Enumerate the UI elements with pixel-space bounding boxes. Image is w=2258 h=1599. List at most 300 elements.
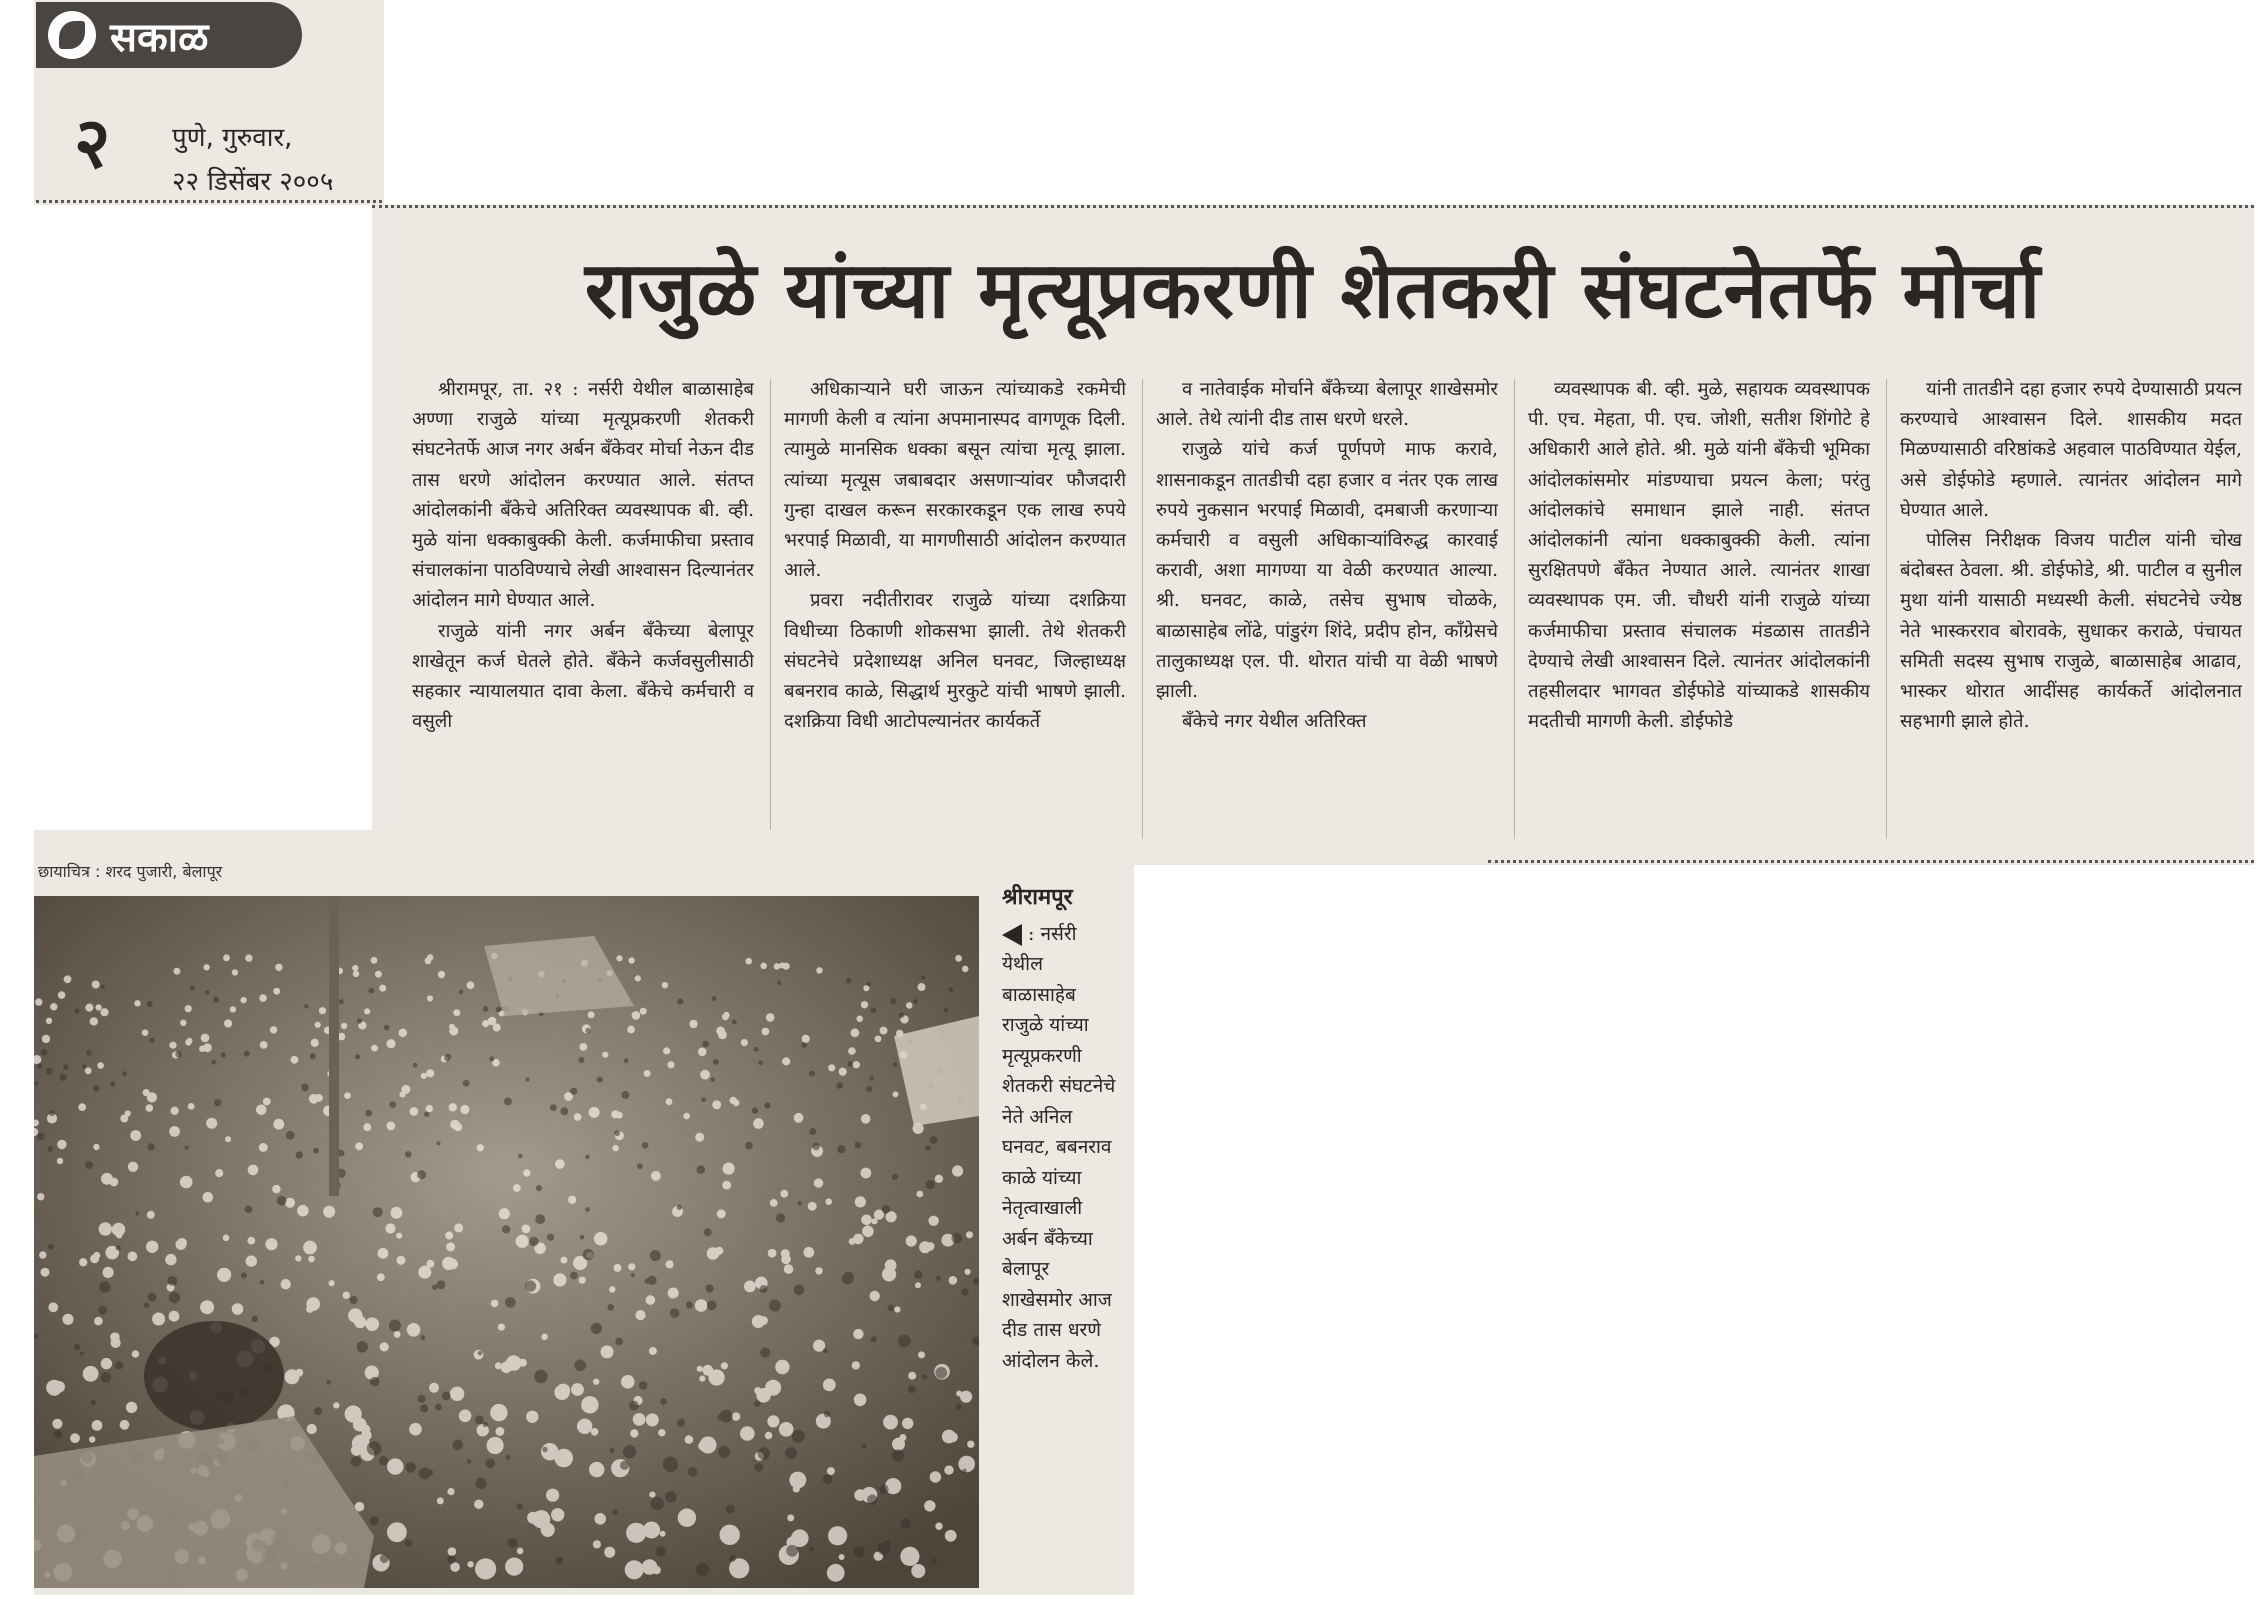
crowd-shadow [367,1441,382,1456]
crowd-figure [926,1242,935,1251]
crowd-figure [387,1522,407,1542]
crowd-figure [323,1206,335,1218]
crowd-figure [385,1223,395,1233]
crowd-shadow [442,1392,451,1401]
crowd-figure [170,1107,178,1115]
crowd-shadow [702,1041,709,1048]
column-divider [1886,379,1887,839]
crowd-figure [880,1027,888,1035]
crowd-shadow [211,1060,216,1065]
crowd-figure [407,1323,421,1337]
crowd-shadow [49,1110,55,1116]
crowd-shadow [758,1447,771,1460]
crowd-shadow [809,1128,816,1135]
crowd-figure [707,1247,720,1260]
crowd-figure [386,1039,395,1048]
crowd-shadow [890,998,896,1004]
crowd-shadow [949,987,954,992]
crowd-figure [516,1235,529,1248]
paragraph: व्यवस्थापक बी. व्ही. मुळे, सहायक व्यवस्थापक पी. एच. मेहता, पी. एच. जोशी, सतीश शिंगोटे हे अधिकारी आले होते. श्री. मुळे यांनी बॅंकेची भूमिका आंदोलकांसमोर मांडण्याचा प्रयत्न केला; परंतु आंदोलकांचे समाधान झाले नाही. संतप्त आंदोलकांनी त्यांना धक्काबुक्की केली. त्यांना सुरक्षितपणे बॅंकेत नेण्यात आले. त्यानंतर शाखा व्यवस्थापक एम. जी. चौधरी यांनी राजुळे यांच्या कर्जमाफीचा प्रस्ताव संचालक मंडळास तातडीने देण्याचे लेखी आश्वासन दिले. त्यानंतर आंदोलकांनी तहसीलदार भागवत डोईफोडे यांच्याकडे शासकीय मदतीची मागणी केली. डोईफोडे [1528,379,1870,733]
crowd-shadow [277,1196,287,1206]
crowd-shadow [101,985,105,989]
crowd-shadow [882,1205,890,1213]
crowd-figure [560,1257,567,1264]
newspaper-logo [36,2,302,68]
crowd-figure [459,1410,472,1423]
crowd-shadow [508,1538,518,1548]
crowd-shadow [704,1228,712,1236]
crowd-shadow [148,1293,157,1302]
crowd-figure [259,994,267,1002]
crowd-figure [100,1008,108,1016]
crowd-figure [418,1266,431,1279]
crowd-shadow [930,1136,938,1144]
crowd-shadow [951,1233,962,1244]
crowd-shadow [935,1367,947,1379]
paragraph: राजुळे यांनी नगर अर्बन बॅंकेच्या बेलापूर शाखेतून कर्ज घेतले होते. बॅंकेने कर्जवसुलीसाठी सहकार न्यायालयात दावा केला. बॅंकेचे कर्मचारी व वसुली [412,620,754,733]
crowd-figure [802,1035,810,1043]
crowd-figure [666,1098,673,1105]
crowd-figure [57,1140,66,1149]
crowd-figure [453,1009,460,1016]
page-number: २ [74,102,111,184]
crowd-figure [646,1413,659,1426]
crowd-figure [660,1531,666,1537]
crowd-shadow [536,1185,542,1191]
crowd-figure [173,968,180,975]
crowd-shadow [913,999,918,1004]
crowd-shadow [792,1430,805,1443]
crowd-figure [613,1145,619,1151]
crowd-shadow [754,1047,759,1052]
crowd-figure [169,1311,180,1322]
crowd-figure [663,1047,670,1054]
crowd-figure [487,1437,504,1454]
crowd-figure [348,1308,362,1322]
crowd-figure [616,955,622,961]
crowd-figure [767,1415,779,1427]
crowd-shadow [147,1143,154,1150]
crowd-figure [945,1530,957,1542]
crowd-shadow [847,1061,853,1067]
crowd-shadow [370,1377,380,1387]
crowd-figure [499,1208,510,1219]
crowd-shadow [745,1142,753,1150]
crowd-shadow [502,1225,510,1233]
crowd-shadow [98,1306,107,1315]
crowd-figure [89,1436,95,1442]
crowd-shadow [85,1161,93,1169]
crowd-figure [765,1380,781,1396]
crowd-figure [37,1193,44,1200]
crowd-shadow [432,1285,437,1290]
crowd-shadow [629,1401,639,1411]
crowd-figure [95,1004,101,1010]
crowd-shadow [899,1012,905,1018]
crowd-shadow [798,1201,802,1205]
crowd-figure [92,1420,103,1431]
crowd-figure [454,1223,463,1232]
crowd-shadow [637,1163,643,1169]
crowd-shadow [314,1407,322,1415]
crowd-figure [62,1314,73,1325]
crowd-figure [640,1008,647,1015]
crowd-shadow [866,982,871,987]
crowd-figure [784,1264,794,1274]
crowd-shadow [786,1545,798,1557]
crowd-figure [57,1158,63,1164]
crowd-figure [215,1169,223,1177]
crowd-shadow [711,1077,715,1081]
crowd-shadow [339,999,344,1004]
crowd-shadow [435,1404,442,1411]
crowd-shadow [785,1447,797,1459]
crowd-figure [762,1028,770,1036]
crowd-shadow [697,1165,706,1174]
crowd-shadow [837,1145,845,1153]
crowd-figure [966,1231,973,1238]
crowd-figure [315,1094,323,1102]
photo-credit: छायाचित्र : शरद पुजारी, बेलापूर [38,862,223,881]
article-top-rule [372,205,2254,208]
crowd-shadow [612,1510,618,1516]
crowd-shadow [639,1381,648,1390]
crowd-figure [363,1123,371,1131]
crowd-figure [285,1198,295,1208]
crowd-shadow [175,1051,181,1057]
crowd-figure [579,1043,587,1051]
crowd-figure [685,1435,694,1444]
crowd-figure [126,1402,137,1413]
paragraph: व नातेवाईक मोर्चाने बॅंकेच्या बेलापूर शाखेसमोर आले. तेथे त्यांनी दीड तास धरणे धरले. [1156,379,1498,431]
crowd-figure [48,1302,58,1312]
crowd-figure [450,1387,464,1401]
crowd-figure [54,1381,65,1392]
crowd-figure [78,1103,86,1111]
crowd-figure [526,1411,538,1423]
crowd-shadow [405,1462,416,1473]
crowd-shadow [620,1461,629,1470]
crowd-shadow [37,1133,45,1141]
crowd-shadow [712,996,717,1001]
crowd-shadow [764,1102,770,1108]
sakal-emblem-icon [48,11,96,59]
crowd-figure [217,1268,231,1282]
crowd-figure [883,1415,898,1430]
crowd-shadow [837,1082,844,1089]
crowd-shadow [369,988,375,994]
crowd-figure [546,1489,559,1502]
crowd-figure [176,1239,187,1250]
crowd-shadow [437,1141,441,1145]
crowd-shadow [574,1360,586,1372]
crowd-shadow [476,1478,487,1489]
crowd-figure [270,1026,277,1033]
crowd-figure [698,1048,707,1057]
crowd-shadow [245,1205,253,1213]
crowd-shadow [898,1335,911,1348]
crowd-figure [474,1500,483,1509]
crowd-figure [625,1560,644,1579]
crowd-figure [426,1105,433,1112]
crowd-shadow [823,1348,828,1353]
crowd-shadow [213,997,219,1003]
crowd-figure [782,1057,790,1065]
crowd-shadow [467,1459,472,1464]
crowd-figure [741,1039,748,1046]
crowd-figure [201,1034,210,1043]
crowd-shadow [809,1071,815,1077]
crowd-shadow [310,1053,316,1059]
crowd-shadow [707,1300,717,1310]
crowd-figure [918,1351,925,1358]
crowd-figure [120,1115,128,1123]
crowd-shadow [475,1415,484,1424]
crowd-figure [574,1113,582,1121]
crowd-figure [588,1011,595,1018]
crowd-figure [364,1008,370,1014]
crowd-figure [702,1365,713,1376]
article-bottom-rule [1488,860,2254,863]
crowd-shadow [956,1404,962,1410]
crowd-figure [101,1358,112,1369]
crowd-figure [553,1273,566,1286]
crowd-figure [377,1273,385,1281]
crowd-figure [720,1525,740,1545]
crowd-shadow [93,1085,99,1091]
crowd-shadow [585,1207,590,1212]
crowd-figure [437,1497,444,1504]
crowd-shadow [624,1058,629,1063]
article-column-2 [784,375,1126,845]
article-column-3 [1156,375,1498,845]
paragraph: यांनी तातडीने दहा हजार रुपये देण्यासाठी प्रयत्न करण्याचे आश्वासन दिले. शासकीय मदत मिळण्यासाठी वरिष्ठांकडे अहवाल पाठविण्यात येईल, असे डोईफोडे म्हणाले. त्यानंतर आंदोलन मागे घेण्यात आले. [1900,379,2242,521]
crowd-figure [371,1045,378,1052]
crowd-shadow [862,1443,867,1448]
crowd-shadow [758,1060,763,1065]
crowd-figure [571,1383,584,1396]
crowd-figure [185,1005,192,1012]
crowd-figure [633,1413,646,1426]
crowd-figure [308,1256,315,1263]
crowd-figure [814,1178,823,1187]
crowd-figure [94,1317,103,1326]
paragraph: प्रवरा नदीतीरावर राजुळे यांच्या दशक्रिया विधीच्या ठिकाणी शोकसभा झाली. तेथे शेतकरी संघटनेचे प्रदेशाध्यक्ष अनिल घनवट, जिल्हाध्यक्ष बबनराव काळे, सिद्धार्थ मुरकुटे यांची भाषणे झाली. दशक्रिया विधी आटोपल्यानंतर कार्यकर्ते [784,590,1126,733]
crowd-figure [79,1258,87,1266]
crowd-figure [477,1144,484,1151]
crowd-figure [491,1300,499,1308]
column-divider [770,379,771,839]
crowd-figure [203,1043,212,1052]
crowd-figure [513,1184,521,1192]
crowd-shadow [286,1131,295,1140]
crowd-shadow [413,1063,418,1068]
crowd-figure [916,1191,923,1198]
crowd-figure [291,1056,299,1064]
crowd-figure [593,1379,599,1385]
crowd-figure [541,1523,555,1537]
crowd-figure [643,1522,660,1539]
crowd-figure [955,955,962,962]
crowd-shadow [296,1151,304,1159]
crowd-shadow [529,1237,539,1247]
crowd-figure [394,1331,401,1338]
crowd-shadow [489,1056,494,1061]
crowd-figure [517,1548,524,1555]
crowd-figure [427,995,433,1001]
logo-text: सकाळ [110,13,209,61]
crowd-figure [307,1424,317,1434]
crowd-figure [952,1165,963,1176]
crowd-shadow [504,1097,512,1105]
crowd-figure [849,1238,856,1245]
crowd-figure [662,982,668,988]
crowd-figure [712,1100,721,1109]
dateline-date: २२ डिसेंबर २००५ [172,167,334,197]
crowd-figure [642,1559,658,1575]
crowd-figure [556,1384,570,1398]
crowd-figure [169,1126,180,1137]
crowd-figure [948,1432,958,1442]
crowd-figure [103,1267,114,1278]
crowd-figure [147,1092,157,1102]
crowd-figure [740,1426,755,1441]
crowd-figure [918,983,926,991]
crowd-figure [448,1547,457,1556]
crowd-figure [962,966,969,973]
crowd-shadow [879,1485,888,1494]
crowd-shadow [607,1304,614,1311]
crowd-figure [851,1028,860,1037]
crowd-shadow [892,1174,898,1180]
crowd-figure [352,965,358,971]
crowd-figure [635,975,641,981]
crowd-figure [397,1256,406,1265]
crowd-shadow [365,1110,372,1117]
crowd-figure [745,958,752,965]
crowd-figure [39,1251,46,1258]
crowd-figure [730,1097,737,1104]
crowd-shadow [900,1518,911,1529]
crowd-shadow [824,1411,830,1417]
crowd-shadow [580,1235,585,1240]
crowd-shadow [351,1456,361,1466]
crowd-shadow [579,1057,585,1063]
crowd-figure [882,1267,896,1281]
crowd-figure [779,1422,794,1437]
crowd-figure [862,1226,874,1238]
crowd-figure [604,1547,615,1558]
crowd-figure [765,1432,773,1440]
crowd-shadow [91,1400,96,1405]
crowd-figure [555,1159,565,1169]
crowd-figure [446,1242,455,1251]
crowd-shadow [373,1207,383,1217]
crowd-figure [495,1427,504,1436]
crowd-figure [93,1252,100,1259]
crowd-figure [793,1485,800,1492]
crowd-figure [816,967,823,974]
crowd-shadow [185,1146,189,1150]
crowd-shadow [110,1082,115,1087]
column-divider [1514,379,1515,839]
crowd-figure [683,1113,690,1120]
crowd-figure [410,1107,419,1116]
crowd-figure [467,1561,473,1567]
crowd-figure [273,1119,284,1130]
crowd-figure [894,1306,900,1312]
crowd-shadow [925,1145,931,1151]
crowd-shadow [221,1052,226,1057]
crowd-figure [960,1391,972,1403]
crowd-figure [445,1232,453,1240]
crowd-figure [808,1202,817,1211]
crowd-figure [935,1175,943,1183]
crowd-figure [64,975,72,983]
crowd-figure [855,1196,866,1207]
crowd-shadow [547,1234,554,1241]
crowd-figure [467,981,475,989]
crowd-figure [870,1291,880,1301]
crowd-shadow [586,1028,591,1033]
crowd-shadow [732,1020,737,1025]
crowd-shadow [615,1338,623,1346]
crowd-figure [861,1114,871,1124]
crowd-figure [803,1247,814,1258]
crowd-figure [232,1303,244,1315]
crowd-shadow [60,1074,67,1081]
crowd-figure [759,1316,768,1325]
crowd-figure [245,954,252,961]
crowd-shadow [842,1273,854,1285]
crowd-shadow [642,1142,649,1149]
crowd-figure [744,1281,756,1293]
crowd-figure [856,1016,863,1023]
crowd-figure [303,1241,317,1255]
crowd-figure [438,971,445,978]
crowd-shadow [729,1555,736,1562]
crowd-figure [273,988,280,995]
crowd-figure [281,1279,291,1289]
crowd-figure [460,1105,469,1114]
crowd-shadow [570,1272,578,1280]
crowd-figure [649,1492,655,1498]
crowd-shadow [670,1308,680,1318]
crowd-figure [649,1347,657,1355]
crowd-shadow [485,1458,495,1468]
crowd-figure [97,1062,104,1069]
crowd-figure [839,1554,845,1560]
crowd-figure [380,1342,389,1351]
caption-place: श्रीरामपूर [1002,884,1073,910]
crowd-figure [875,1036,882,1043]
crowd-figure [589,1462,604,1477]
crowd-shadow [149,1038,154,1043]
crowd-figure [722,1181,731,1190]
crowd-figure [614,1264,622,1272]
crowd-figure [315,1022,321,1028]
crowd-figure [930,1471,941,1482]
crowd-shadow [560,1107,568,1115]
crowd-figure [206,1118,217,1129]
crowd-shadow [74,1344,80,1350]
crowd-shadow [357,1341,368,1352]
crowd-figure [142,1029,149,1036]
crowd-shadow [809,1546,814,1551]
crowd-figure [774,963,781,970]
crowd-shadow [46,1068,53,1075]
crowd-figure [958,1456,975,1473]
